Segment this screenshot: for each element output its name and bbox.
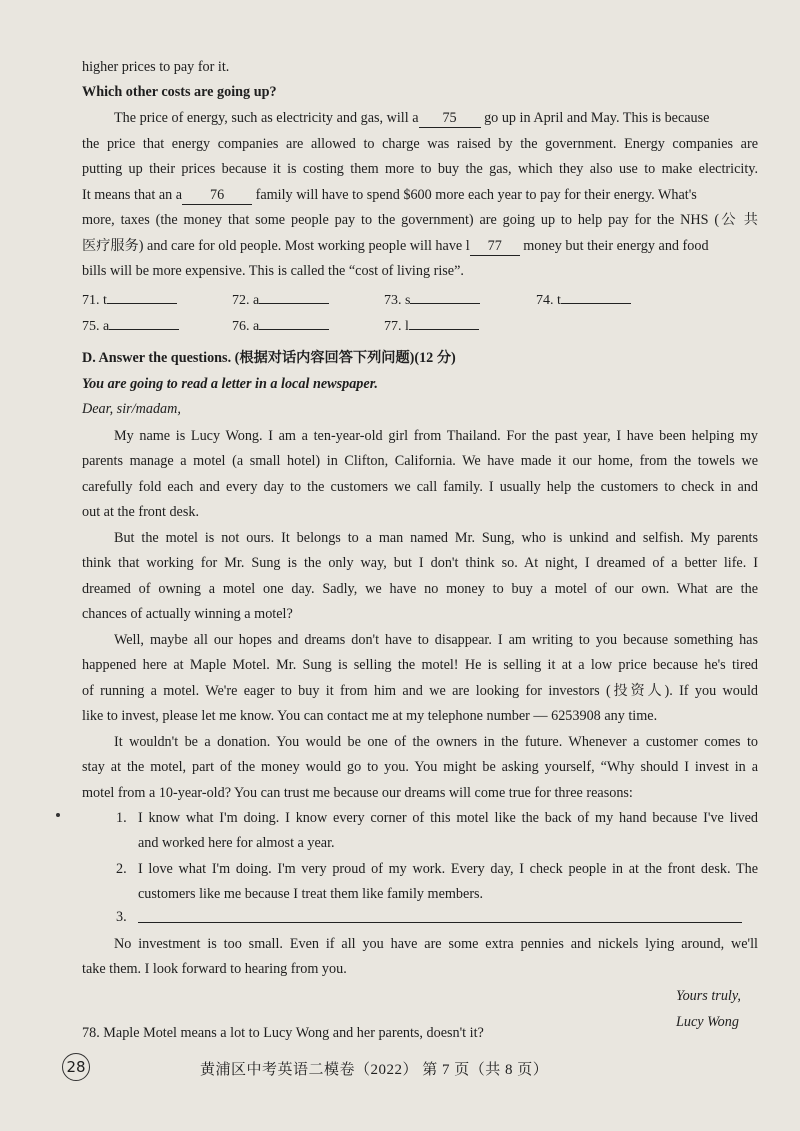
heading-costs: Which other costs are going up?	[82, 84, 277, 100]
answer-75[interactable]: 75. a	[82, 315, 179, 335]
p2-line-3: dreamed of owning a motel one day. Sadly, we have no money to buy a motel of our own. What are the	[82, 581, 758, 597]
energy-line-2: the price that energy companies are allowed to charge was raised by the government. Energy companies are	[82, 136, 758, 152]
p4-line-1: It wouldn't be a donation. You would be one of the owners in the future. Whenever a customer comes to	[114, 734, 758, 750]
top-line: higher prices to pay for it.	[82, 59, 230, 75]
reason-2-line-1: I love what I'm doing. I'm very proud of my work. Every day, I check people in at the front desk. The	[138, 861, 758, 877]
answer-71[interactable]: 71. t	[82, 289, 177, 309]
energy-line-7: bills will be more expensive. This is called the “cost of living rise”.	[82, 263, 464, 279]
p3-line-3: of running a motel. We're eager to buy it from him and we are looking for investors (投资人). If you would	[82, 683, 758, 699]
section-d-heading: D. Answer the questions. (根据对话内容回答下列问题)(12 分)	[82, 350, 456, 366]
energy-line-1: The price of energy, such as electricity and gas, will a 75 go up in April and May. This is because	[114, 110, 710, 126]
page-number-circle: 28	[62, 1053, 90, 1081]
page-footer: 黄浦区中考英语二模卷（2022） 第 7 页（共 8 页）	[200, 1062, 549, 1078]
p5-line-1: No investment is too small. Even if all you have are some extra pennies and nickels lying around, we'll	[114, 936, 758, 952]
p3-line-4: like to invest, please let me know. You can contact me at my telephone number — 6253908 any time.	[82, 708, 658, 724]
p1-line-2: parents manage a motel (a small hotel) in Clifton, California. We have made it our home, from the towels we	[82, 453, 758, 469]
p4-line-2: stay at the motel, part of the money would go to you. You might be asking yourself, “Why should I invest in a	[82, 759, 758, 775]
reason-1-num: 1.	[116, 810, 127, 826]
reason-1-line-2: and worked here for almost a year.	[138, 835, 335, 851]
letter-closing: Yours truly,	[676, 988, 741, 1004]
energy-line-3: putting up their prices because it is costing them more to buy the gas, which they also use to make electricity.	[82, 161, 758, 177]
blank-75: 75	[419, 109, 481, 128]
answer-73[interactable]: 73. s	[384, 289, 480, 309]
answer-76[interactable]: 76. a	[232, 315, 329, 335]
question-78: 78. Maple Motel means a lot to Lucy Wong and her parents, doesn't it?	[82, 1025, 484, 1041]
answer-74[interactable]: 74. t	[536, 289, 631, 309]
p1-line-1: My name is Lucy Wong. I am a ten-year-old girl from Thailand. For the past year, I have been helping my	[114, 428, 758, 444]
blank-77: 77	[470, 237, 520, 256]
reason-3-answer-line[interactable]	[138, 922, 742, 923]
p1-line-3: carefully fold each and every day to the customers we call family. I usually help the customers to check in and	[82, 479, 758, 495]
letter-signature: Lucy Wong	[676, 1014, 739, 1030]
margin-dot	[56, 813, 60, 817]
answer-72[interactable]: 72. a	[232, 289, 329, 309]
energy-line-4: It means that an a 76 family will have to spend $600 more each year to pay for their energy. What's	[82, 187, 697, 203]
reason-2-num: 2.	[116, 861, 127, 877]
p2-line-2: think that working for Mr. Sung is the only way, but I don't think so. At night, I dreamed of a better life. I	[82, 555, 758, 571]
p2-line-1: But the motel is not ours. It belongs to a man named Mr. Sung, who is unkind and selfish. My parents	[114, 530, 758, 546]
reason-2-line-2: customers like me because I treat them like family members.	[138, 886, 484, 902]
letter-salutation: Dear, sir/madam,	[82, 401, 181, 417]
p2-line-4: chances of actually winning a motel?	[82, 606, 293, 622]
p3-line-2: happened here at Maple Motel. Mr. Sung is selling the motel! He is selling it at a low price because he's tired	[82, 657, 758, 673]
energy-line-5: more, taxes (the money that some people pay to the government) are going up to help pay for the NHS (公 共	[82, 212, 758, 228]
p5-line-2: take them. I look forward to hearing from you.	[82, 961, 347, 977]
section-d-intro: You are going to read a letter in a local newspaper.	[82, 376, 378, 392]
reason-3-num: 3.	[116, 909, 127, 925]
p3-line-1: Well, maybe all our hopes and dreams don't have to disappear. I am writing to you because something has	[114, 632, 758, 648]
reason-1-line-1: I know what I'm doing. I know every corner of this motel like the back of my hand because I've lived	[138, 810, 758, 826]
energy-line-6: 医疗服务) and care for old people. Most working people will have l 77 money but their energy and food	[82, 238, 709, 254]
p1-line-4: out at the front desk.	[82, 504, 200, 520]
answer-77[interactable]: 77. l	[384, 315, 479, 335]
p4-line-3: motel from a 10-year-old? You can trust me because our dreams will come true for three reasons:	[82, 785, 633, 801]
blank-76: 76	[182, 186, 252, 205]
